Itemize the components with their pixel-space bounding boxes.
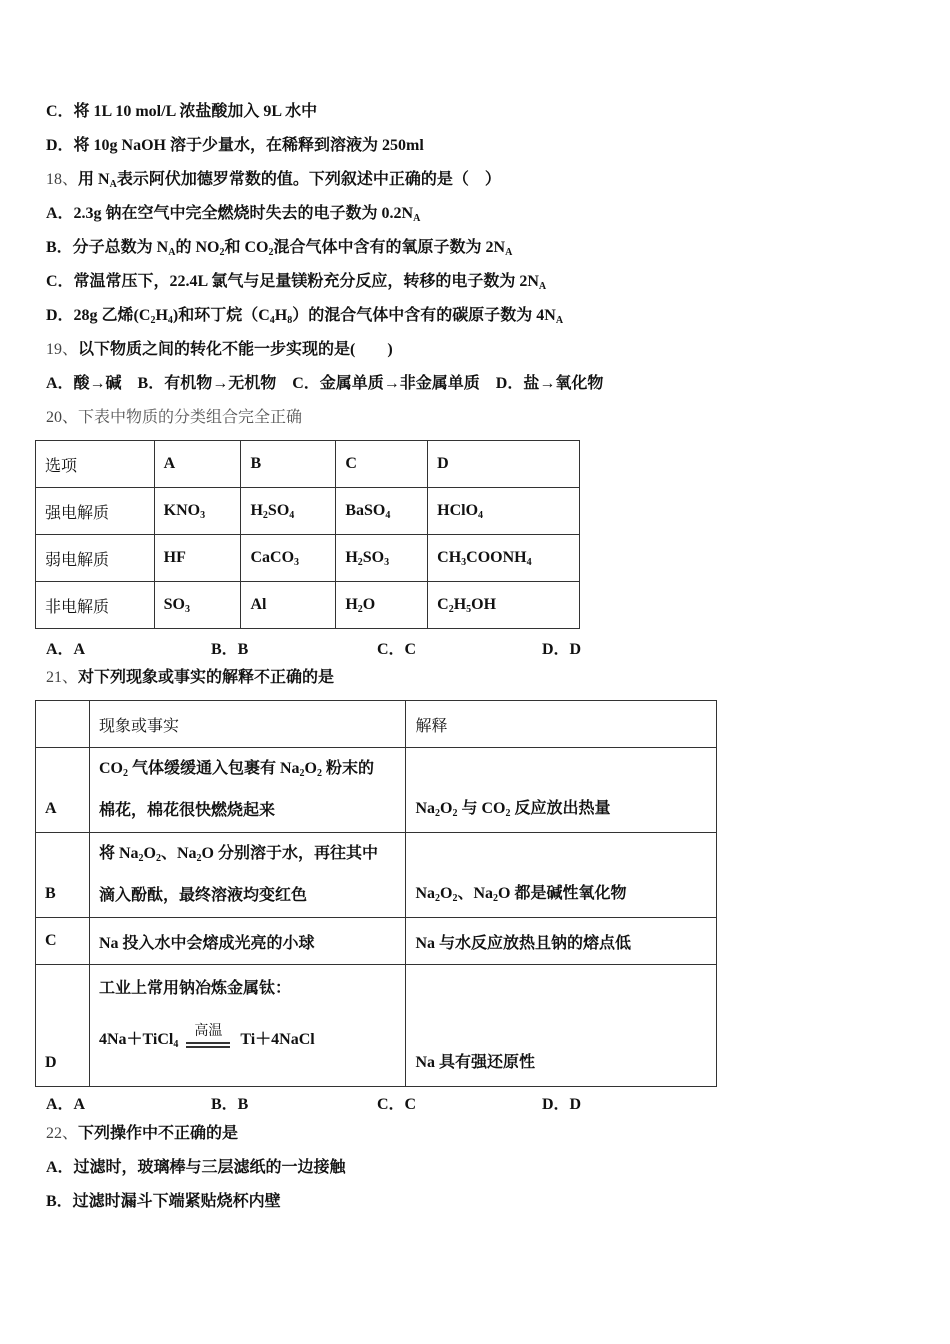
header-cell: 解释 bbox=[406, 701, 717, 748]
row-label: 非电解质 bbox=[36, 582, 155, 629]
q18-stem bbox=[46, 170, 501, 190]
explanation-cell: Na 具有强还原性 bbox=[406, 965, 717, 1087]
q20-answer-d: D．D bbox=[542, 641, 582, 658]
q17-option-d: D．将 10g NaOH 溶于少量水，在稀释到溶液为 250ml bbox=[46, 137, 424, 154]
table-row bbox=[36, 748, 717, 833]
question-number: 22、 bbox=[46, 1125, 79, 1142]
fact-cell: 将 $Na_2O_2$、$Na_2O$ 分别溶于水，再往其中 滴入酚酞，最终溶液均变红色 bbox=[89, 833, 406, 918]
equation-condition: 高温 bbox=[186, 1024, 230, 1048]
table-row bbox=[36, 918, 717, 965]
q17-option-c: C．将 1L 10 mol/L 浓盐酸加入 9L 水中 bbox=[46, 103, 318, 120]
q21-answer-b: B．B bbox=[211, 1096, 249, 1113]
question-number: 21、 bbox=[46, 669, 79, 686]
header-cell: B bbox=[241, 441, 336, 488]
q19-options: A．酸→碱 B．有机物→无机物 C．金属单质→非金属单质 D．盐→氧化物 bbox=[46, 375, 604, 392]
q20-stem bbox=[46, 408, 302, 428]
table-row bbox=[36, 582, 580, 629]
explanation-cell: Na 与水反应放热且钠的熔点低 bbox=[406, 918, 717, 965]
q20-answer-a: A．A bbox=[46, 641, 86, 658]
explanation-cell: $Na_2O_2$、$Na_2O$ 都是碱性氧化物 bbox=[406, 833, 717, 918]
fact-cell: Na 投入水中会熔成光亮的小球 bbox=[89, 918, 406, 965]
q20-answer-b: B．B bbox=[211, 641, 249, 658]
fact-cell: 工业上常用钠冶炼金属钛： 4Na＋TiCl$_4$ 高温 Ti＋4NaCl bbox=[89, 965, 406, 1087]
chemical-equation: 4Na＋TiCl$_4$ 高温 Ti＋4NaCl bbox=[98, 1024, 315, 1050]
table-row bbox=[36, 488, 580, 535]
question-text: 以下物质之间的转化不能一步实现的是( ) bbox=[78, 341, 393, 358]
table-cell: HF bbox=[154, 535, 241, 582]
question-text: 用 $N_A$表示阿伏加德罗常数的值。下列叙述中正确的是（ ） bbox=[78, 171, 501, 190]
table-row bbox=[36, 965, 717, 1087]
q21-answer-a: A．A bbox=[46, 1096, 86, 1113]
row-key: D bbox=[36, 965, 90, 1087]
q21-answer-c: C．C bbox=[377, 1096, 417, 1113]
q20-answer-c: C．C bbox=[377, 641, 417, 658]
q18-option-c: C．常温常压下，22.4L 氯气与足量镁粉充分反应，转移的电子数为 $2N_A$ bbox=[46, 273, 547, 292]
explanation-table bbox=[35, 700, 717, 1087]
double-bar-icon bbox=[186, 1042, 230, 1048]
table-cell: $H_2O$ bbox=[336, 582, 428, 629]
classification-table bbox=[35, 440, 580, 629]
table-cell: HClO$_4$ bbox=[428, 488, 580, 535]
question-number: 20、 bbox=[46, 409, 79, 426]
table-header-row bbox=[36, 701, 717, 748]
table-cell: $H_2SO_3$ bbox=[336, 535, 428, 582]
question-number: 18、 bbox=[46, 171, 79, 188]
table-cell: BaSO$_4$ bbox=[336, 488, 428, 535]
table-cell: $SO_3$ bbox=[154, 582, 241, 629]
row-key: C bbox=[36, 918, 90, 965]
table-row bbox=[36, 535, 580, 582]
q18-option-b: B．分子总数为 $N_A$的 $NO_2$和 $CO_2$混合气体中含有的氧原子数为 $2N_A$ bbox=[46, 239, 513, 258]
header-cell: 选项 bbox=[36, 441, 155, 488]
table-row bbox=[36, 833, 717, 918]
q21-stem bbox=[46, 668, 334, 688]
table-cell: $KNO_3$ bbox=[154, 488, 241, 535]
row-label: 弱电解质 bbox=[36, 535, 155, 582]
question-number: 19、 bbox=[46, 341, 79, 358]
table-cell: $H_2SO_4$ bbox=[241, 488, 336, 535]
q22-option-a: A．过滤时，玻璃棒与三层滤纸的一边接触 bbox=[46, 1159, 346, 1176]
row-label: 强电解质 bbox=[36, 488, 155, 535]
table-cell: CaCO$_3$ bbox=[241, 535, 336, 582]
q18-option-d: D．28g 乙烯$(C_2H_4)$和环丁烷$(C_4H_8)$的混合气体中含有的碳原子数为 $4N_A$ bbox=[46, 307, 564, 326]
q19-stem bbox=[46, 340, 393, 360]
table-cell: Al bbox=[241, 582, 336, 629]
table-cell: $C_2H_5OH$ bbox=[428, 582, 580, 629]
q21-answer-d: D．D bbox=[542, 1096, 582, 1113]
header-cell: C bbox=[336, 441, 428, 488]
explanation-cell: $Na_2O_2$ 与 $CO_2$ 反应放出热量 bbox=[406, 748, 717, 833]
q22-option-b: B．过滤时漏斗下端紧贴烧杯内壁 bbox=[46, 1193, 281, 1210]
question-text: 下表中物质的分类组合完全正确 bbox=[78, 409, 303, 426]
header-cell: A bbox=[154, 441, 241, 488]
row-key: A bbox=[36, 748, 90, 833]
row-key: B bbox=[36, 833, 90, 918]
header-cell bbox=[36, 701, 90, 748]
table-cell: $CH_3COONH_4$ bbox=[428, 535, 580, 582]
fact-cell: $CO_2$ 气体缓缓通入包裹有 $Na_2O_2$ 粉末的 棉花，棉花很快燃烧起来 bbox=[89, 748, 406, 833]
table-header-row bbox=[36, 441, 580, 488]
header-cell: 现象或事实 bbox=[89, 701, 406, 748]
q18-option-a: A．2.3g 钠在空气中完全燃烧时失去的电子数为 $0.2N_A$ bbox=[46, 205, 421, 224]
question-text: 对下列现象或事实的解释不正确的是 bbox=[78, 669, 335, 686]
header-cell: D bbox=[428, 441, 580, 488]
question-text: 下列操作中不正确的是 bbox=[78, 1125, 239, 1142]
q22-stem bbox=[46, 1124, 238, 1144]
